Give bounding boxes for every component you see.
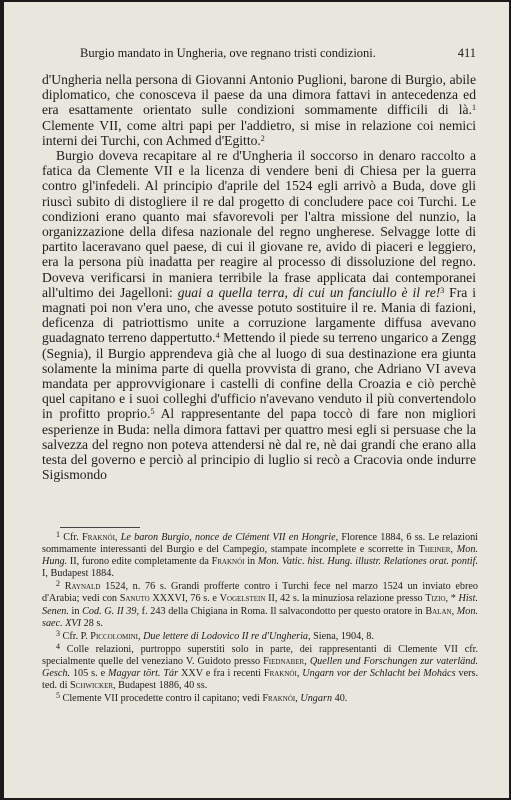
- footnote-number: 4: [56, 641, 60, 651]
- text-run: Balan: [425, 605, 452, 617]
- footnote: [42, 581, 478, 629]
- text-run: ,: [295, 693, 301, 705]
- text-run: Fra i magnati poi non v'era uno, che avesse potuto sostituire il re. Mania di fazioni, deficenza di patriottismo unite a corruzione largamente diffusa avevano guadagnato terreno dappertutto.: [42, 284, 476, 346]
- text-run: Ungarn: [300, 693, 333, 705]
- text-run: , f. 243 della Chigiana in Roma. Il salvacondotto per questo oratore in: [136, 605, 426, 617]
- text-run: ,: [451, 605, 457, 617]
- text-run: Mon. Hung.: [42, 544, 479, 568]
- text-run: 1524, n. 76 s. Grandi profferte contro i Turchi fece nel marzo 1524 un inviato ebreo d'Arabia; vedi con: [42, 581, 479, 605]
- footnote-reference: 2: [260, 133, 265, 143]
- text-run: 105 s. e: [70, 668, 109, 680]
- footnote-number: 1: [56, 530, 60, 539]
- text-run: Al rappresentante del papa toccò di fare non migliori esperienze in Buda: nella dimora fattavi per quattro mesi egli si persuase che la salvezza del regno non poteva attendersi nè dal re, nè dai grandi che erano alla testa del governo e perciò al principio di luglio si recò a Cracovia onde indurre Sigismondo: [42, 406, 476, 483]
- text-run: in: [244, 556, 258, 568]
- main-text: [42, 72, 476, 482]
- text-run: Clemente VII procedette contro il capitano; vedi: [62, 693, 263, 705]
- text-run: Clemente VII, come altri papi per l'addietro, si mise in relazione coi nemici interni dei Turchi, con Achmed d'Egitto.: [42, 117, 476, 148]
- footnote-reference: 1: [472, 103, 476, 113]
- text-run: , *: [445, 593, 459, 605]
- text-run: Le baron Burgio, nonce de Clément VII en Hongrie: [120, 532, 336, 543]
- text-run: Fraknói: [262, 693, 296, 705]
- text-run: II, furono edite completamente da: [67, 556, 212, 568]
- footnote-number: 2: [56, 579, 60, 589]
- text-run: ,: [114, 532, 121, 543]
- footnote: [42, 628, 478, 643]
- text-run: ,: [296, 668, 303, 680]
- footnote-reference: 5: [150, 407, 155, 417]
- text-run: XXV e fra i recenti: [178, 668, 264, 680]
- text-run: Magyar tört. Tár: [108, 668, 179, 680]
- text-run: Theiner: [418, 544, 451, 556]
- text-run: , Budapest 1886, 40 ss.: [113, 680, 208, 692]
- text-run: Mon. Vatic. hist. Hung. illustr. Relationes orat. pontif.: [257, 556, 478, 568]
- text-run: Ungarn vor der Schlacht bei Mohács: [302, 668, 456, 680]
- text-run: Schwicker: [70, 680, 114, 692]
- text-run: Due lettere di Lodovico II re d'Ungheria: [143, 630, 309, 642]
- text-run: ,: [450, 544, 457, 556]
- text-run: XXXVI, 76 s. e: [149, 593, 220, 605]
- text-run: Cod. G. II 39: [82, 605, 137, 617]
- text-run: 40.: [332, 693, 348, 705]
- text-run: Mon. saec. XVI: [42, 605, 478, 629]
- text-run: Colle relazioni, purtroppo superstiti solo in parte, dei rappresentanti di Clemente VII cfr. specialmente quelle del veneziano V. Guidoto presso: [42, 643, 478, 667]
- text-run: , Florence 1884, 6 ss. Le relazioni sommamente interessanti del Burgio e del Campegio, stampate incomplete e scorrette in: [42, 532, 479, 556]
- text-run: Mettendo il piede su terreno ungarico a Zengg (Segnia), il Burgio apprendeva già che al luogo di sua destinazione era giunta solamente la minima parte di quella provvista di grano, che Adriano VI aveva mandata per approvvigionare i castelli di confine della Croazia e ciò perchè quel capitano e i suoi colleghi d'ufficio n'avevano venduto il più convertendolo in profitto proprio.: [42, 330, 476, 422]
- text-run: Cfr.: [63, 532, 83, 543]
- text-run: I, Budapest 1884.: [42, 568, 114, 580]
- text-run: Tizio: [425, 593, 446, 605]
- running-title: Burgio mandato in Ungheria, ove regnano tristi condizioni.: [80, 46, 376, 60]
- text-run: vers. ted. di: [42, 668, 478, 692]
- footnote: [42, 641, 479, 692]
- text-run: Piccolomini: [90, 630, 138, 642]
- text-run: ,: [137, 630, 144, 642]
- text-run: Hist. Senen.: [42, 593, 478, 617]
- footnote: [42, 532, 478, 580]
- text-run: II, 42 s. la minuziosa relazione presso: [265, 593, 426, 605]
- text-run: Fraknói: [211, 556, 245, 568]
- text-run: 28 s.: [81, 617, 103, 629]
- text-run: Sanuto: [119, 593, 150, 605]
- footnote-number: 3: [56, 628, 60, 638]
- footnotes: [42, 532, 478, 705]
- footnote-separator: [60, 527, 140, 528]
- text-run: guai a quella terra, di cui un fanciullo è il re!: [177, 284, 441, 300]
- footnote: [42, 693, 478, 705]
- text-run: Quellen und Forschungen zur vaterländ. Gesch.: [42, 655, 479, 680]
- body-paragraph: [42, 72, 476, 148]
- text-run: Raynald: [64, 581, 101, 593]
- text-run: Cfr. P.: [62, 630, 91, 642]
- footnote-number: 5: [56, 691, 60, 701]
- text-run: ,: [304, 655, 310, 667]
- text-run: Vogelstein: [219, 593, 266, 605]
- text-run: Fiednaber: [263, 655, 305, 667]
- text-run: , Siena, 1904, 8.: [308, 630, 374, 642]
- page-number: 411: [457, 46, 476, 60]
- text-run: Fraknói: [263, 668, 297, 680]
- footnote-reference: 4: [215, 331, 220, 341]
- body-paragraph: [42, 148, 476, 482]
- text-run: d'Ungheria nella persona di Giovanni Antonio Puglioni, barone di Burgio, abile diplomatico, che conosceva il paese da una dimora fattavi in antecedenza ed era esattamente orientato sulle condizioni sommamente difficili di là.: [42, 72, 476, 118]
- text-run: in: [68, 605, 83, 617]
- text-run: Fraknói: [82, 532, 115, 543]
- text-run: Burgio doveva recapitare al re d'Ungheria il soccorso in denaro raccolto a fatica da Clemente VII e la licenza di vendere beni di Chiesa per la guerra contro gl'infedeli. Al principio d'aprile del 1524 egli arrivò a Buda, dove gli riuscì subito di distogliere il re dal progetto di concludere pace coi Turchi. Le condizioni erano quanto mai sfavorevoli per l'altra missione del nunzio, la organizzazione della difesa nazionale del regno ungherese. Selvagge lotte di partito laceravano quel paese, di cui il giovane re, avido di piaceri e leggiero, era la persona più inadatta per reagire al processo di dissoluzione del regno. Doveva verificarsi in maniera terribile la frase applicata dai contemporanei all'ultimo dei Jagelloni:: [42, 148, 476, 300]
- footnote-reference: 3: [440, 285, 445, 295]
- book-page: [4, 2, 509, 798]
